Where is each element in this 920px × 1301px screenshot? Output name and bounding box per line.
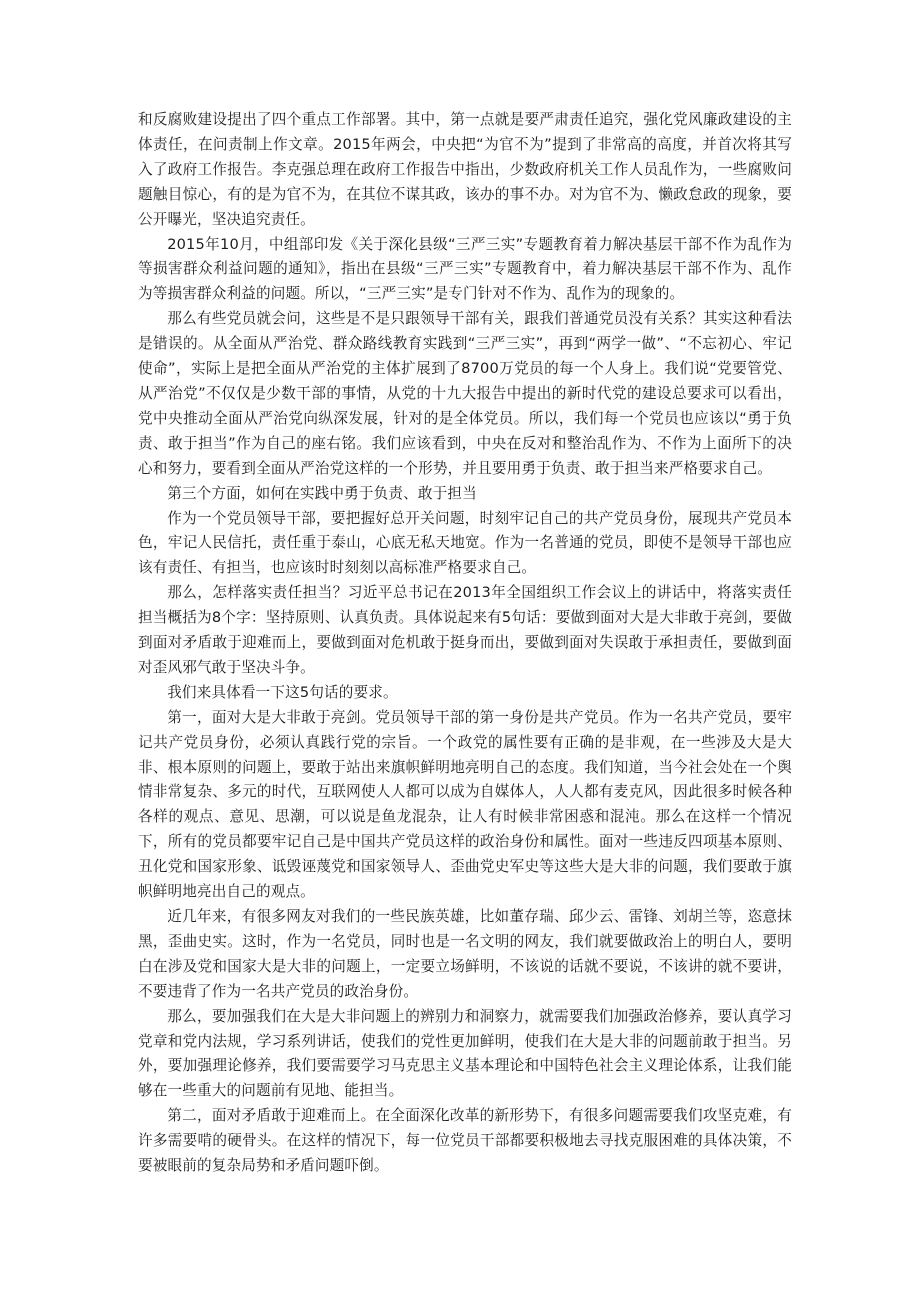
section-heading-third-aspect: 第三个方面，如何在实践中勇于负责、敢于担当 <box>167 484 477 502</box>
paragraph-continuation: 和反腐败建设提出了四个重点工作部署。其中，第一点就是要严肃责任追究，强化党风廉政建设的主体责任，在问责制上作文章。2015年两会，中央把“为官不为”提到了非常高的高度，并首次将其写入了政府工作报告。李克强总理在政府工作报告中指出，少数政府机关工作人员乱作为，一些腐败问题触目惊心，有的是为官不为，在其位不谋其政，该办的事不办。对为官不为、懒政怠政的现象，要公开曝光，坚决追究责任。 <box>138 111 792 228</box>
paragraph-second-point: 第二，面对矛盾敢于迎难而上。在全面深化改革的新形势下，有很多问题需要我们攻坚克难，有许多需要啃的硬骨头。在这样的情况下，每一位党员干部都要积极地去寻找克服困难的具体决策，不要被眼前的复杂局势和矛盾问题吓倒。 <box>138 1107 792 1175</box>
paragraph-political-cultivation: 那么，要加强我们在大是大非问题上的辨别力和洞察力，就需要我们加强政治修养，要认真学习党章和党内法规，学习系列讲话，使我们的党性更加鲜明，使我们在大是大非的问题前敢于担当。另外，要加强理论修养，我们要需要学习马克思主义基本理论和中国特色社会主义理论体系，让我们能够在一些重大的问题前有见地、能担当。 <box>138 1007 792 1100</box>
paragraph-san-yan-san-shi-notice: 2015年10月，中组部印发《关于深化县级“三严三实”专题教育着力解决基层干部不作为乱作为等损害群众利益问题的通知》，指出在县级“三严三实”专题教育中，着力解决基层干部不作为、乱作为等损害群众利益的问题。所以，“三严三实”是专门针对不作为、乱作为的现象的。 <box>138 235 792 303</box>
paragraph-five-sentences-intro: 我们来具体看一下这5句话的要求。 <box>167 683 398 701</box>
paragraph-all-party-members: 那么有些党员就会问，这些是不是只跟领导干部有关，跟我们普通党员没有关系？其实这种看法是错误的。从全面从严治党、群众路线教育实践到“三严三实”，再到“两学一做”、“不忘初心、牢记使命”，实际上是把全面从严治党的主体扩展到了8700万党员的每一个人身上。我们说“党要管党、从严治党”不仅仅是少数干部的事情，从党的十九大报告中提出的新时代党的建设总要求可以看出，党中央推动全面从严治党向纵深发展，针对的是全体党员。所以，我们每一个党员也应该以“勇于负责、敢于担当”作为自己的座右铭。我们应该看到，中央在反对和整治乱作为、不作为上面所下的决心和努力，要看到全面从严治党这样的一个形势，并且要用勇于负责、敢于担当来严格要求自己。 <box>138 310 792 477</box>
paragraph-first-point: 第一，面对大是大非敢于亮剑。党员领导干部的第一身份是共产党员。作为一名共产党员，要牢记共产党员身份，必须认真践行党的宗旨。一个政党的属性要有正确的是非观，在一些涉及大是大非、根本原则的问题上，要敢于站出来旗帜鲜明地亮明自己的态度。我们知道，当今社会处在一个舆情非常复杂、多元的时代，互联网使人人都可以成为自媒体人，人人都有麦克风，因此很多时候各种各样的观点、意见、思潮，可以说是鱼龙混杂，让人有时候非常困惑和混沌。那么在这样一个情况下，所有的党员都要牢记自己是中国共产党员这样的政治身份和属性。面对一些违反四项基本原则、丑化党和国家形象、诋毁诬蔑党和国家领导人、歪曲党史军史等这些大是大非的问题，我们要敢于旗帜鲜明地亮出自己的观点。 <box>138 708 792 901</box>
paragraph-leader-cadre: 作为一个党员领导干部，要把握好总开关问题，时刻牢记自己的共产党员身份，展现共产党员本色，牢记人民信托，责任重于泰山，心底无私天地宽。作为一名普通的党员，即使不是领导干部也应该有责任、有担当，也应该时时刻刻以高标准严格要求自己。 <box>138 509 792 577</box>
paragraph-heroes-example: 近几年来，有很多网友对我们的一些民族英雄，比如董存瑞、邱少云、雷锋、刘胡兰等，恣意抹黑，歪曲史实。这时，作为一名党员，同时也是一名文明的网友，我们就要做政治上的明白人，要明白在涉及党和国家大是大非的问题上，一定要立场鲜明，不该说的话就不要说，不该讲的就不要讲，不要违背了作为一名共产党员的政治身份。 <box>138 908 792 1000</box>
document-page <box>138 108 792 1179</box>
paragraph-eight-characters: 那么，怎样落实责任担当？习近平总书记在2013年全国组织工作会议上的讲话中，将落实责任担当概括为8个字：坚持原则、认真负责。具体说起来有5句话：要做到面对大是大非敢于亮剑，要做到面对矛盾敢于迎难而上，要做到面对危机敢于挺身而出，要做到面对失误敢于承担责任，要做到面对歪风邪气敢于坚决斗争。 <box>138 584 792 676</box>
